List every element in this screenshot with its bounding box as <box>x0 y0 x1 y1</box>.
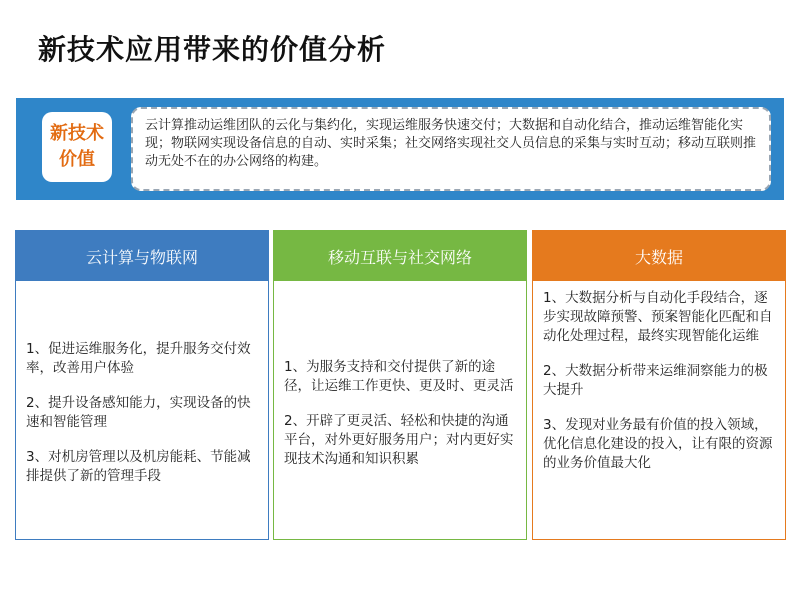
value-badge <box>42 112 112 182</box>
value-banner <box>16 98 784 200</box>
list-item: 2、提升设备感知能力，实现设备的快速和智能管理 <box>26 395 251 430</box>
card-cloud-iot <box>15 230 269 540</box>
list-item: 2、大数据分析带来运维洞察能力的极大提升 <box>543 363 768 398</box>
card-mobile-social <box>273 230 527 540</box>
page-title: 新技术应用带来的价值分析 <box>38 33 387 66</box>
list-item: 1、为服务支持和交付提供了新的途径，让运维工作更快、更及时、更灵活 <box>284 358 514 394</box>
banner-summary-text: 云计算推动运维团队的云化与集约化，实现运维服务快速交付；大数据和自动化结合，推动运维智能化实现；物联网实现设备信息的自动、实时采集；社交网络实现社交人员信息的采集与实时互动；移动互联则推动无处不在的办公网络的构建。 <box>131 107 771 191</box>
card-body <box>16 287 268 539</box>
list-item: 1、促进运维服务化，提升服务交付效率，改善用户体验 <box>26 341 251 376</box>
card-body <box>274 287 526 539</box>
card-title: 大数据 <box>533 231 785 281</box>
list-item: 3、发现对业务最有价值的投入领域，优化信息化建设的投入，让有限的资源的业务价值最大化 <box>543 417 773 471</box>
list-item: 3、对机房管理以及机房能耗、节能减排提供了新的管理手段 <box>26 449 251 484</box>
list-item: 1、大数据分析与自动化手段结合，逐步实现故障预警、预案智能化匹配和自动化处理过程，最终实现智能化运维 <box>543 290 773 344</box>
card-title: 移动互联与社交网络 <box>274 231 526 281</box>
card-big-data <box>532 230 786 540</box>
card-title: 云计算与物联网 <box>16 231 268 281</box>
badge-line-2: 价值 <box>59 149 95 170</box>
badge-line-1: 新技术 <box>50 123 104 144</box>
card-body <box>533 287 785 539</box>
list-item: 2、开辟了更灵活、轻松和快捷的沟通平台，对外更好服务用户；对内更好实现技术沟通和知识积累 <box>284 412 514 467</box>
